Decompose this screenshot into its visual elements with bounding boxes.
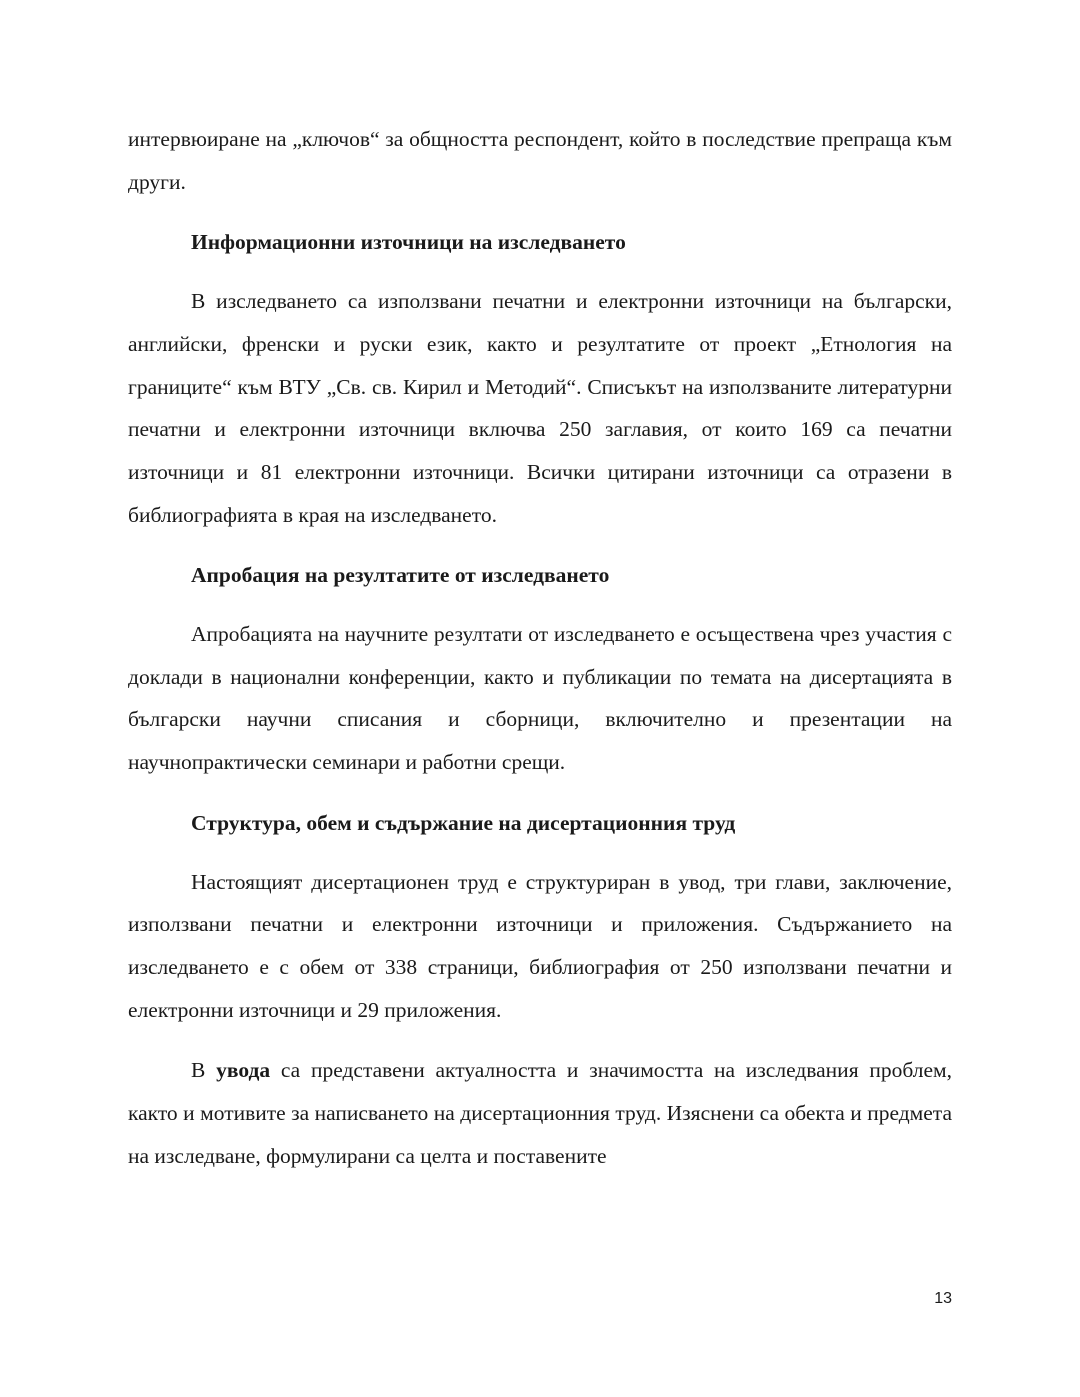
page-number: 13 (934, 1290, 952, 1307)
sources-paragraph: В изследването са използвани печатни и електронни източници на български, английски, френски и руски език, както и резултатите от проект „Етнология на границите“ към ВТУ „Св. св. Кирил и Методий“. Списъкът на използваните литературни печатни и електронни източници включва 250 заглавия, от които 169 са печатни източници и 81 електронни източници. Всички цитирани източници са отразени в библиографията в края на изследването. (128, 289, 952, 527)
structure-paragraph: Настоящият дисертационен труд е структуриран в увод, три глави, заключение, използвани печатни и електронни източници и приложения. Съдържанието на изследването е с обем от 338 страници, библиография от 250 използвани печатни и електронни източници и 29 приложения. (128, 869, 952, 1022)
intro-bold-word: увода (216, 1058, 271, 1083)
continuation-paragraph: интервюиране на „ключов“ за общността респондент, който в последствие препраща към други. (128, 127, 952, 194)
section-heading-sources: Информационни източници на изследването (191, 230, 626, 255)
document-page (128, 118, 952, 1177)
section-heading-approbation: Апробация на резултатите от изследването (191, 563, 610, 588)
intro-paragraph (128, 1049, 952, 1177)
section-heading-structure: Структура, обем и съдържание на дисертационния труд (191, 810, 736, 835)
intro-prefix: В (191, 1058, 217, 1083)
approbation-paragraph: Апробацията на научните резултати от изследването е осъществена чрез участия с доклади в национални конференции, както и публикации по темата на дисертацията в български научни списания и сборници, включително и презентации на научнопрактически семинари и работни срещи. (128, 622, 952, 775)
intro-suffix: са представени актуалността и значимостта на изследвания проблем, както и мотивите за написването на дисертационния труд. Изяснени са обекта и предмета на изследване, формулирани са целта и поставените (128, 1058, 953, 1168)
